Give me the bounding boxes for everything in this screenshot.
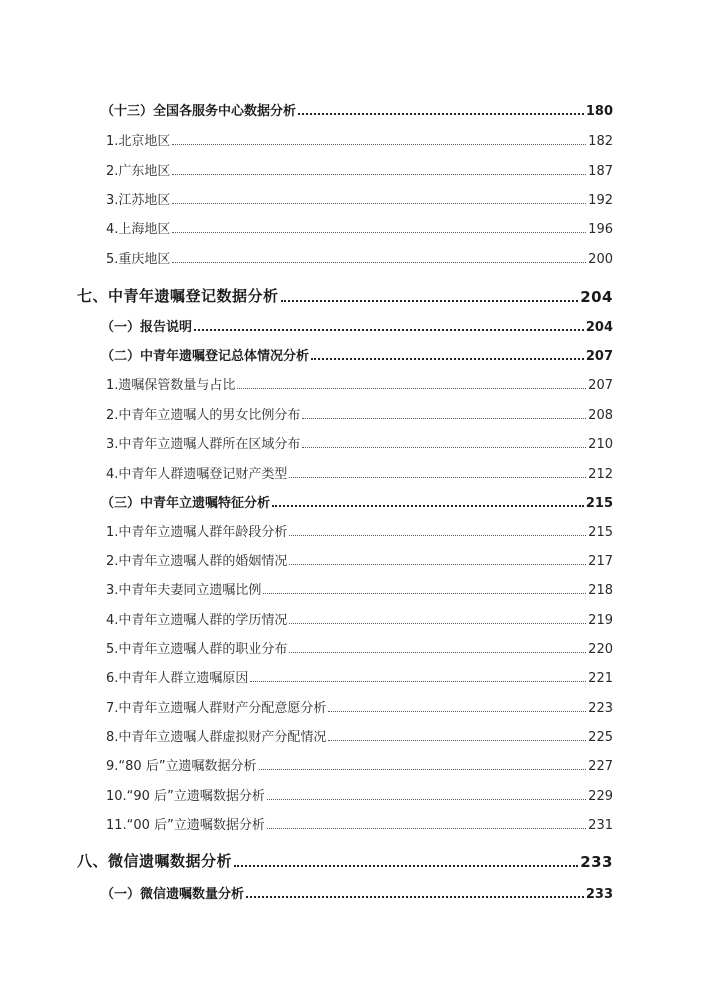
toc-entry-page: 208	[588, 408, 613, 423]
toc-entry-label: 11.“00 后”立遗嘱数据分析	[106, 818, 265, 833]
toc-entry-label: 七、中青年遗嘱登记数据分析	[77, 287, 279, 305]
toc-entry-page: 218	[588, 583, 613, 598]
toc-entry-subsection[interactable]	[106, 521, 613, 540]
toc-entry-label: 4.上海地区	[106, 222, 171, 237]
toc-entry-label: 1.中青年立遗嘱人群年龄段分析	[106, 525, 288, 540]
toc-entry-subsection[interactable]	[106, 433, 613, 452]
toc-entry-label: 1.遗嘱保管数量与占比	[106, 378, 236, 393]
toc-entry-subsection[interactable]	[106, 463, 613, 482]
toc-entry-label: 7.中青年立遗嘱人群财产分配意愿分析	[106, 701, 327, 716]
dot-leader	[302, 418, 586, 419]
toc-entry-subsection[interactable]	[106, 218, 613, 237]
dot-leader	[267, 799, 586, 800]
dot-leader	[172, 203, 586, 204]
dot-leader	[289, 564, 586, 565]
toc-entry-label: 2.中青年立遗嘱人群的婚姻情况	[106, 554, 288, 569]
toc-entry-page: 187	[588, 164, 613, 179]
dot-leader	[328, 711, 586, 712]
dot-leader	[246, 896, 584, 898]
toc-entry-label: （二）中青年遗嘱登记总体情况分析	[101, 349, 310, 364]
toc-entry-label: 6.中青年人群立遗嘱原因	[106, 671, 249, 686]
toc-entry-page: 227	[588, 759, 613, 774]
dot-leader	[289, 535, 586, 536]
toc-entry-subsection[interactable]	[106, 785, 613, 804]
toc-entry-subsection[interactable]	[106, 667, 613, 686]
dot-leader	[250, 681, 586, 682]
toc-entry-subsection[interactable]	[106, 374, 613, 393]
toc-entry-label: 5.中青年立遗嘱人群的职业分布	[106, 642, 288, 657]
dot-leader	[289, 623, 586, 624]
toc-entry-label: 10.“90 后”立遗嘱数据分析	[106, 789, 265, 804]
toc-entry-page: 180	[585, 104, 613, 119]
toc-entry-page: 182	[588, 134, 613, 149]
toc-entry-section[interactable]	[101, 492, 613, 511]
toc-entry-subsection[interactable]	[106, 726, 613, 745]
toc-entry-label: （一）微信遗嘱数量分析	[101, 887, 245, 902]
toc-entry-subsection[interactable]	[106, 130, 613, 149]
toc-entry-section[interactable]	[101, 883, 613, 902]
toc-entry-label: 9.“80 后”立遗嘱数据分析	[106, 759, 257, 774]
dot-leader	[267, 828, 586, 829]
toc-entry-page: 220	[588, 642, 613, 657]
dot-leader	[328, 740, 586, 741]
toc-entry-subsection[interactable]	[106, 550, 613, 569]
toc-entry-page: 212	[588, 467, 613, 482]
toc-entry-label: 2.中青年立遗嘱人的男女比例分布	[106, 408, 301, 423]
toc-entry-section[interactable]	[101, 316, 613, 335]
dot-leader	[172, 174, 586, 175]
toc-entry-page: 233	[580, 853, 613, 871]
toc-entry-subsection[interactable]	[106, 404, 613, 423]
dot-leader	[259, 769, 587, 770]
dot-leader	[263, 593, 586, 594]
toc-entry-label: 3.中青年立遗嘱人群所在区域分布	[106, 437, 301, 452]
dot-leader	[272, 505, 584, 507]
toc-entry-page: 233	[585, 887, 613, 902]
toc-entry-section[interactable]	[101, 345, 613, 364]
dot-leader	[281, 300, 579, 302]
dot-leader	[302, 447, 586, 448]
toc-entry-subsection[interactable]	[106, 189, 613, 208]
toc-entry-page: 215	[588, 525, 613, 540]
toc-entry-page: 225	[588, 730, 613, 745]
toc-entry-page: 204	[580, 288, 613, 306]
toc-entry-label: （一）报告说明	[101, 320, 193, 335]
toc-entry-subsection[interactable]	[106, 609, 613, 628]
toc-entry-label: 1.北京地区	[106, 134, 171, 149]
toc-entry-page: 192	[588, 193, 613, 208]
toc-entry-subsection[interactable]	[106, 755, 613, 774]
toc-entry-label: 3.中青年夫妻同立遗嘱比例	[106, 583, 262, 598]
toc-entry-label: 4.中青年人群遗嘱登记财产类型	[106, 467, 288, 482]
toc-entry-label: （十三）全国各服务中心数据分析	[101, 104, 297, 119]
dot-leader	[172, 232, 586, 233]
toc-entry-page: 217	[588, 554, 613, 569]
toc-entry-page: 207	[585, 349, 613, 364]
dot-leader	[172, 262, 586, 263]
toc-entry-subsection[interactable]	[106, 814, 613, 833]
dot-leader	[289, 652, 586, 653]
toc-entry-page: 200	[588, 252, 613, 267]
toc-entry-label: 3.江苏地区	[106, 193, 171, 208]
dot-leader	[311, 358, 584, 360]
toc-entry-page: 215	[585, 496, 613, 511]
toc-entry-page: 210	[588, 437, 613, 452]
dot-leader	[289, 477, 586, 478]
toc-entry-section[interactable]	[101, 100, 613, 119]
toc-entry-subsection[interactable]	[106, 160, 613, 179]
toc-entry-page: 207	[588, 378, 613, 393]
toc-entry-subsection[interactable]	[106, 248, 613, 267]
toc-entry-subsection[interactable]	[106, 697, 613, 716]
dot-leader	[298, 113, 584, 115]
dot-leader	[194, 329, 584, 331]
toc-entry-label: 4.中青年立遗嘱人群的学历情况	[106, 613, 288, 628]
toc-entry-page: 223	[588, 701, 613, 716]
dot-leader	[234, 865, 578, 867]
toc-entry-label: 2.广东地区	[106, 164, 171, 179]
toc-entry-label: 八、微信遗嘱数据分析	[77, 852, 233, 870]
toc-entry-page: 221	[588, 671, 613, 686]
toc-entry-page: 229	[588, 789, 613, 804]
dot-leader	[172, 144, 586, 145]
toc-entry-label: 8.中青年立遗嘱人群虚拟财产分配情况	[106, 730, 327, 745]
toc-entry-subsection[interactable]	[106, 638, 613, 657]
toc-entry-chapter[interactable]	[77, 285, 613, 306]
toc-entry-chapter[interactable]	[77, 850, 613, 871]
dot-leader	[237, 388, 586, 389]
toc-entry-page: 204	[585, 320, 613, 335]
toc-entry-page: 231	[588, 818, 613, 833]
toc-entry-page: 219	[588, 613, 613, 628]
toc-entry-page: 196	[588, 222, 613, 237]
toc-entry-label: 5.重庆地区	[106, 252, 171, 267]
toc-entry-subsection[interactable]	[106, 579, 613, 598]
toc-entry-label: （三）中青年立遗嘱特征分析	[101, 496, 271, 511]
